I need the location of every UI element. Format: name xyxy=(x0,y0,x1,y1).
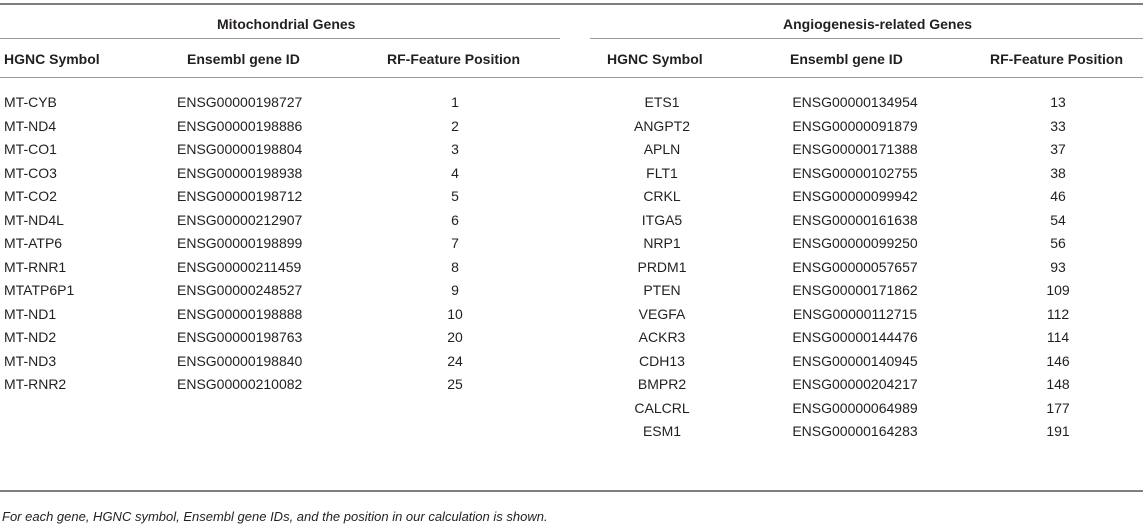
mito-position-cell: 10 xyxy=(447,305,463,322)
mito-symbol-cell: MT-CO3 xyxy=(4,164,57,181)
mito-ensembl-cell: ENSG00000198804 xyxy=(177,141,303,157)
mito-ensembl-cell: ENSG00000198938 xyxy=(177,164,303,181)
angio-position-cell: 93 xyxy=(1050,258,1066,275)
angio-symbol-cell: BMPR2 xyxy=(637,376,687,392)
mito-symbol-cell: MT-ND3 xyxy=(4,352,57,369)
mito-symbol-cell: MT-CYB xyxy=(4,94,57,110)
mito-position-cell: 9 xyxy=(451,282,459,298)
angio-ensembl-cell: ENSG00000134954 xyxy=(792,94,918,110)
column-header-mito-ensembl: Ensembl gene ID xyxy=(187,51,300,67)
angio-symbol-cell: NRP1 xyxy=(643,235,681,251)
angio-symbol-cell: ITGA5 xyxy=(641,211,683,228)
angio-ensembl-cell: ENSG00000112715 xyxy=(792,305,918,322)
angio-position-cell: 46 xyxy=(1050,188,1066,204)
mito-symbol-cell: MT-ND2 xyxy=(4,329,57,345)
mito-ensembl-cell: ENSG00000212907 xyxy=(177,211,303,228)
mito-symbol-cell: MT-RNR2 xyxy=(4,376,67,392)
angio-ensembl-cell: ENSG00000164283 xyxy=(792,423,918,439)
angio-symbol-cell: CALCRL xyxy=(634,399,690,416)
angio-ensembl-cell: ENSG00000171388 xyxy=(792,141,918,157)
mito-position-cell: 6 xyxy=(451,211,459,228)
angio-symbol-cell: ETS1 xyxy=(644,94,680,110)
angio-position-cell: 146 xyxy=(1046,352,1070,369)
angio-symbol-cell: APLN xyxy=(643,141,681,157)
mito-position-cell: 20 xyxy=(447,329,463,345)
group-rule-angiogenesis xyxy=(590,38,1143,39)
angio-ensembl-cell: ENSG00000099250 xyxy=(792,235,918,251)
mito-position-cell: 8 xyxy=(451,258,459,275)
column-header-angio-symbol: HGNC Symbol xyxy=(607,51,703,67)
angio-position-cell: 38 xyxy=(1050,164,1066,181)
angio-position-cell: 112 xyxy=(1046,305,1070,322)
mito-ensembl-cell: ENSG00000198712 xyxy=(177,188,303,204)
angio-ensembl-cell: ENSG00000144476 xyxy=(792,329,918,345)
angio-position-cell: 114 xyxy=(1046,329,1070,345)
angio-symbol-cell: CDH13 xyxy=(639,352,685,369)
angio-position-cell: 56 xyxy=(1050,235,1066,251)
mito-position-cell: 25 xyxy=(447,376,463,392)
angio-position-cell: 109 xyxy=(1046,282,1070,298)
angio-ensembl-cell: ENSG00000091879 xyxy=(792,117,918,134)
mito-symbol-cell: MT-RNR1 xyxy=(4,258,67,275)
mito-symbol-cell: MT-ND4L xyxy=(4,211,64,228)
mito-symbol-cell: MT-ND1 xyxy=(4,305,57,322)
mito-position-cell: 24 xyxy=(447,352,463,369)
angio-ensembl-cell: ENSG00000171862 xyxy=(792,282,918,298)
angio-symbol-cell: ESM1 xyxy=(642,423,682,439)
angio-position-cell: 191 xyxy=(1046,423,1070,439)
angio-ensembl-cell: ENSG00000102755 xyxy=(792,164,918,181)
mito-position-cell: 5 xyxy=(451,188,459,204)
angio-ensembl-cell: ENSG00000204217 xyxy=(792,376,918,392)
angio-symbol-cell: FLT1 xyxy=(646,164,678,181)
angio-position-cell: 33 xyxy=(1050,117,1066,134)
column-header-mito-position: RF-Feature Position xyxy=(387,51,521,67)
column-header-angio-ensembl: Ensembl gene ID xyxy=(790,51,903,67)
angio-position-cell: 13 xyxy=(1050,94,1066,110)
mito-position-cell: 1 xyxy=(451,94,459,110)
mito-ensembl-cell: ENSG00000198763 xyxy=(177,329,303,345)
angio-position-cell: 37 xyxy=(1050,141,1066,157)
angio-ensembl-cell: ENSG00000064989 xyxy=(792,399,918,416)
angio-symbol-cell: CRKL xyxy=(643,188,681,204)
mito-ensembl-cell: ENSG00000248527 xyxy=(177,282,303,298)
angio-ensembl-cell: ENSG00000140945 xyxy=(792,352,918,369)
column-header-mito-symbol: HGNC Symbol xyxy=(4,51,100,67)
group-title-mitochondrial: Mitochondrial Genes xyxy=(217,16,356,32)
angio-symbol-cell: PTEN xyxy=(643,282,681,298)
angio-symbol-cell: VEGFA xyxy=(638,305,686,322)
table-top-rule xyxy=(0,3,1143,5)
mito-symbol-cell: MTATP6P1 xyxy=(4,282,75,298)
group-rule-mitochondrial xyxy=(0,38,560,39)
group-title-angiogenesis: Angiogenesis-related Genes xyxy=(783,16,973,32)
mito-position-cell: 3 xyxy=(451,141,459,157)
mito-ensembl-cell: ENSG00000198899 xyxy=(177,235,303,251)
angio-symbol-cell: ANGPT2 xyxy=(633,117,690,134)
mito-ensembl-cell: ENSG00000198840 xyxy=(177,352,303,369)
mito-position-cell: 7 xyxy=(451,235,459,251)
mito-symbol-cell: MT-ATP6 xyxy=(4,235,63,251)
mito-symbol-cell: MT-CO2 xyxy=(4,188,57,204)
angio-symbol-cell: ACKR3 xyxy=(638,329,686,345)
mito-symbol-cell: MT-ND4 xyxy=(4,117,57,134)
angio-symbol-cell: PRDM1 xyxy=(637,258,687,275)
mito-ensembl-cell: ENSG00000210082 xyxy=(177,376,303,392)
column-header-angio-position: RF-Feature Position xyxy=(990,51,1124,67)
angio-position-cell: 177 xyxy=(1046,399,1070,416)
mito-ensembl-cell: ENSG00000211459 xyxy=(177,258,302,275)
mito-ensembl-cell: ENSG00000198727 xyxy=(177,94,303,110)
angio-ensembl-cell: ENSG00000161638 xyxy=(792,211,918,228)
mito-ensembl-cell: ENSG00000198888 xyxy=(177,305,303,322)
angio-position-cell: 148 xyxy=(1046,376,1070,392)
mito-position-cell: 4 xyxy=(451,164,459,181)
table-bottom-rule xyxy=(0,490,1143,492)
mito-ensembl-cell: ENSG00000198886 xyxy=(177,117,303,134)
table-caption: For each gene, HGNC symbol, Ensembl gene IDs, and the position in our calculation is shown. xyxy=(2,509,548,524)
angio-ensembl-cell: ENSG00000057657 xyxy=(792,258,918,275)
header-rule xyxy=(0,77,1143,78)
mito-position-cell: 2 xyxy=(451,117,459,134)
angio-ensembl-cell: ENSG00000099942 xyxy=(792,188,918,204)
mito-symbol-cell: MT-CO1 xyxy=(4,141,57,157)
angio-position-cell: 54 xyxy=(1050,211,1066,228)
